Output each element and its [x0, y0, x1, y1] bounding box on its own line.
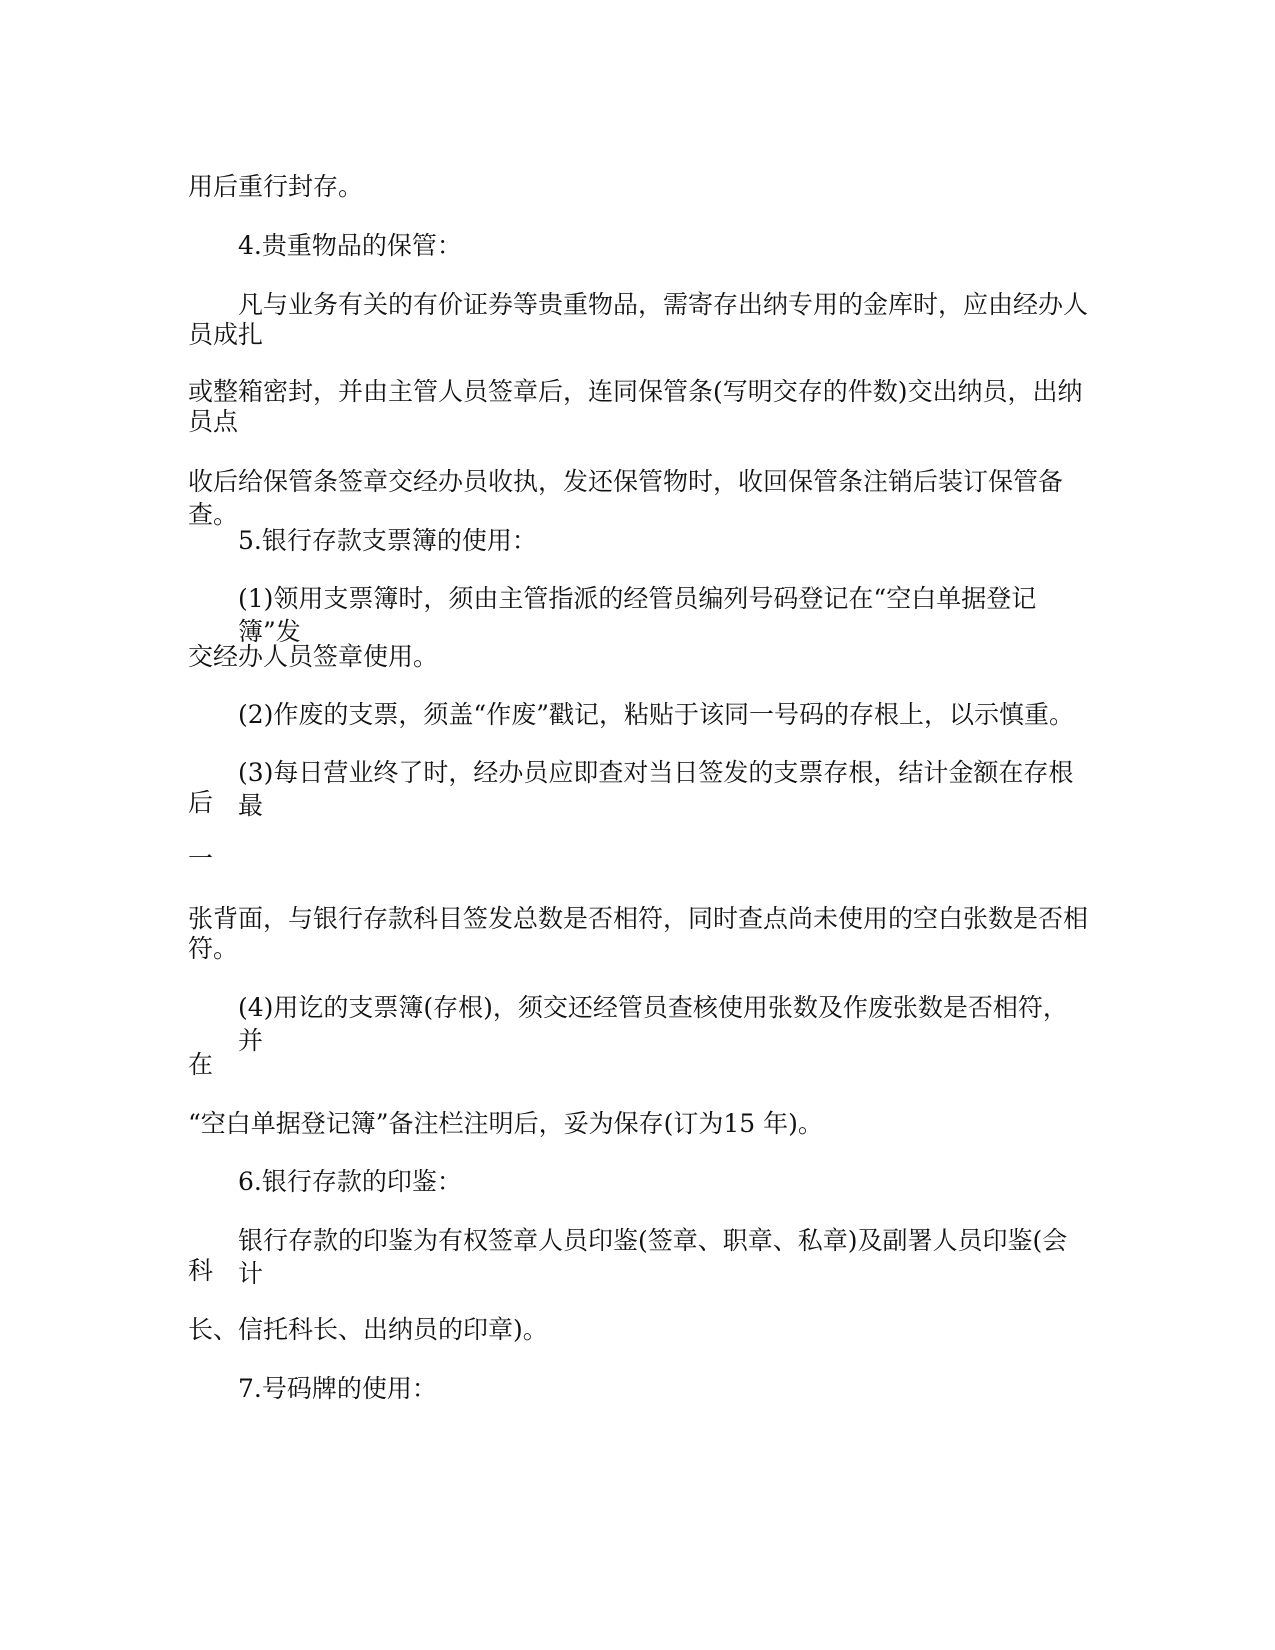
paragraph-checkbook-3-line5: 符。	[188, 934, 239, 963]
paragraph-checkbook-4-line3: “空白单据登记簿”备注栏注明后，妥为保存(订为15 年)。	[188, 1109, 823, 1138]
section-heading-seals: 6.银行存款的印鉴：	[238, 1167, 462, 1196]
paragraph-continuation: 用后重行封存。	[188, 172, 364, 201]
paragraph-checkbook-3-line2: 后	[188, 788, 214, 817]
paragraph-valuables-line1: 凡与业务有关的有价证券等贵重物品，需寄存出纳专用的金库时，应由经办人	[238, 290, 1089, 319]
paragraph-checkbook-1-line1: (1)领用支票簿时，须由主管指派的经管员编列号码登记在“空白单据登记簿”发	[238, 584, 1037, 646]
paragraph-checkbook-2: (2)作废的支票，须盖“作废”戳记，粘贴于该同一号码的存根上，以示慎重。	[238, 700, 1074, 729]
paragraph-checkbook-4-line2: 在	[188, 1050, 214, 1079]
paragraph-checkbook-4-line1: (4)用讫的支票簿(存根)，须交还经管员查核使用张数及作废张数是否相符，并	[238, 993, 1068, 1055]
paragraph-checkbook-3-line3: 一	[188, 844, 214, 873]
section-heading-checkbook: 5.银行存款支票簿的使用：	[238, 526, 537, 555]
section-heading-valuables: 4.贵重物品的保管：	[238, 231, 462, 260]
paragraph-valuables-line5: 收后给保管条签章交经办员收执，发还保管物时，收回保管条注销后装订保管备查。	[188, 467, 1064, 529]
paragraph-valuables-line2: 员成扎	[188, 320, 264, 349]
paragraph-checkbook-3-line1: (3)每日营业终了时，经办员应即查对当日签发的支票存根，结计金额在存根最	[238, 758, 1074, 820]
paragraph-seals-line1: 银行存款的印鉴为有权签章人员印鉴(签章、职章、私章)及副署人员印鉴(会计	[238, 1226, 1068, 1288]
paragraph-valuables-line4: 员点	[188, 407, 239, 436]
paragraph-checkbook-1-line2: 交经办人员签章使用。	[188, 642, 439, 671]
paragraph-checkbook-3-line4: 张背面，与银行存款科目签发总数是否相符，同时查点尚未使用的空白张数是否相	[188, 904, 1089, 933]
paragraph-seals-line2: 科	[188, 1256, 214, 1285]
paragraph-valuables-line3: 或整箱密封，并由主管人员签章后，连同保管条(写明交存的件数)交出纳员，出纳	[188, 377, 1083, 406]
paragraph-seals-line3: 长、信托科长、出纳员的印章)。	[188, 1315, 548, 1344]
section-heading-number-tags: 7.号码牌的使用：	[238, 1374, 437, 1403]
